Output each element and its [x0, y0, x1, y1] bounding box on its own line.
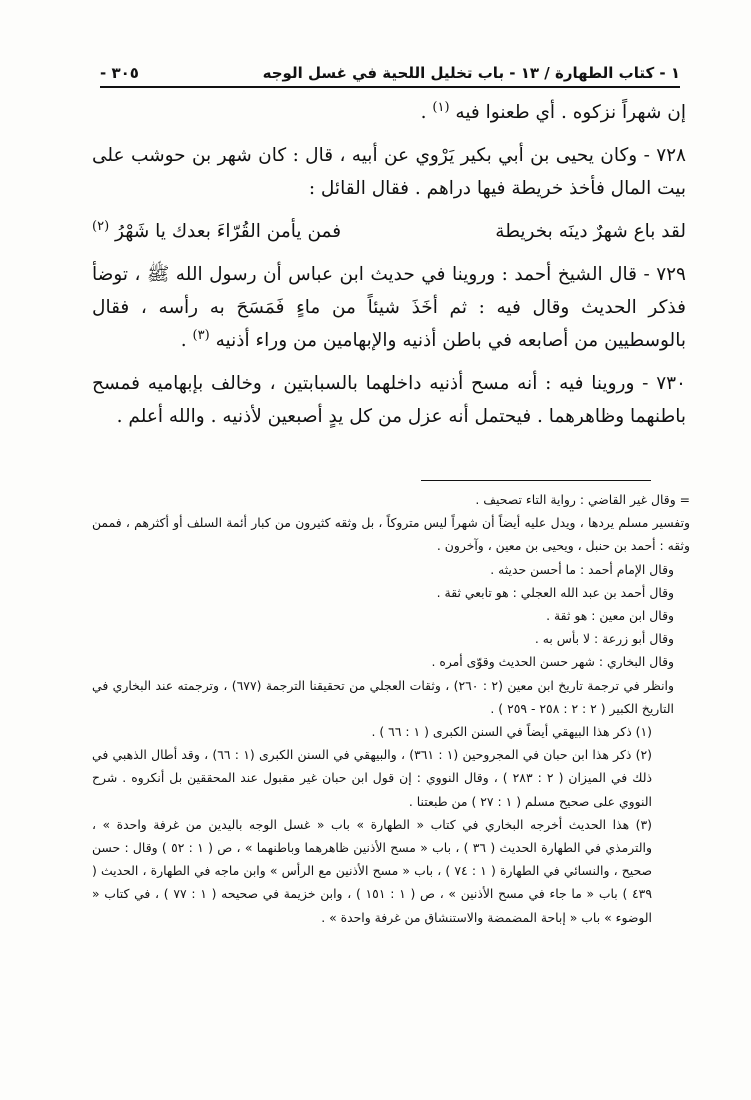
- footnote-line: وقال ابن معين : هو ثقة .: [546, 608, 674, 624]
- intro-line: إن شهراً نزكوه . أي طعنوا فيه $^{(١)}$ .: [420, 99, 686, 123]
- verse-first-hemistich: لقد باع شهرٌ دينَه بخريطة: [495, 221, 686, 242]
- footnote-divider: [421, 480, 651, 481]
- footnote-ref-3: (٣): [192, 327, 210, 343]
- footnote-ref-2: (٢): [92, 218, 110, 234]
- chapter-title: ١ - كتاب الطهارة / ١٣ - باب تخليل اللحية في غسل الوجه: [262, 64, 680, 82]
- paragraph-728: ٧٢٨ - وكان يحيى بن أبي بكير يَرْوي عن أبيه ، قال : كان شهر بن حوشب على بيت المال فأخذ خريطة فيها دراهم . فقال القائل :: [92, 145, 686, 199]
- footnote-line: وقال الإمام أحمد : ما أحسن حديثه .: [490, 561, 674, 577]
- footnote-line: وقال البخاري : شهر حسن الحديث وقوّى أمره .: [431, 654, 674, 670]
- main-text: [92, 96, 686, 443]
- footnote-line: = وقال غير القاضي : رواية التاء تصحيف .: [475, 492, 690, 507]
- footnote-line: وقال أحمد بن عبد الله العجلي : هو تابعي ثقة .: [436, 584, 674, 600]
- footnote-3: (٣) هذا الحديث أخرجه البخاري في كتاب « الطهارة » باب « غسل الوجه باليدين من غرفة واحدة » ، والترمذي في الطهارة الحديث ( ٣٦ ) ، باب « مسح الأذنين ظاهرهما وباطنهما » ، ص ( ١ : ٥٢ ) وقال : حسن صحيح ، والنسائي في الطهارة ( ١ : ٧٤ ) ، باب « مسح الأذنين مع الرأس » وابن ماجه في الطهارة ، الحديث ( ٤٣٩ ) باب « ما جاء في مسح الأذنين » ، ص ( ١ : ١٥١ ) ، وابن خزيمة في صحيحه ( ١ : ٧٧ ) ، في كتاب « الوضوء » باب « إباحة المضمضة والاستنشاق من غرفة واحدة » .: [92, 816, 652, 925]
- page-number: - ٣٠٥: [100, 64, 139, 82]
- footnote-line: وانظر في ترجمة تاريخ ابن معين (٢ : ٢٦٠) ، وثقات العجلي من تحقيقنا الترجمة (٦٧٧) ، وترجمته عند البخاري في التاريخ الكبير ( ٢ : ٢ : ٢٥٨ - ٢٥٩ ) .: [92, 677, 674, 716]
- footnote-1: (١) ذكر هذا البيهقي أيضاً في السنن الكبرى ( ١ : ٦٦ ) .: [371, 724, 652, 740]
- footnote-line: وتفسير مسلم يردها ، ويدل عليه أيضاً أن شهراً ليس متروكاً ، بل وثقه كثيرون من كبار أئمة السلف أو أكثرهم ، فممن وثقه : أحمد بن حنبل ، ويحيى بن معين ، وآخرون .: [92, 515, 690, 554]
- footnote-line: وقال أبو زرعة : لا بأس به .: [534, 631, 674, 647]
- running-header: [100, 58, 680, 88]
- paragraph-729: ٧٢٩ - قال الشيخ أحمد : وروينا في حديث ابن عباس أن رسول الله ﷺ ، توضأ فذكر الحديث وقال فيه : ثم أخَذَ شيئاً من ماءٍ فَمَسَحَ به رأسه ، فقال بالوسطيين من أصابعه في باطن أذنيه والإبهامين من وراء أذنيه $^{(٣)}$ .: [92, 264, 686, 351]
- footnote-ref-1: (١): [432, 99, 450, 115]
- footnote-2: (٢) ذكر هذا ابن حبان في المجروحين (١ : ٣٦١) ، والبيهقي في السنن الكبرى (١ : ٦٦) ، وقد أطال الذهبي في ذلك في الميزان ( ٢ : ٢٨٣ ) ، وقال النووي : إن قول ابن حبان غير مقبول عند المحققين بل أنكروه . شرح النووي على صحيح مسلم ( ١ : ٢٧ ) من طبعتنا .: [92, 747, 653, 809]
- paragraph-730: ٧٣٠ - وروينا فيه : أنه مسح أذنيه داخلهما بالسبابتين ، وخالف بإبهاميه فمسح باطنهما وظاهرهما . فيحتمل أنه عزل من كل يدٍ أصبعين لأذنيه . والله أعلم .: [92, 373, 686, 427]
- intro-text: إن شهراً نزكوه . أي طعنوا فيه: [455, 102, 686, 123]
- paragraph-729-text: ٧٢٩ - قال الشيخ أحمد : وروينا في حديث ابن عباس أن رسول الله ﷺ ، توضأ فذكر الحديث وقال فيه : ثم أخَذَ شيئاً من ماءٍ فَمَسَحَ به رأسه ، فقال بالوسطيين من أصابعه في باطن أذنيه والإبهامين من وراء أذنيه: [92, 264, 686, 351]
- footnotes: [92, 488, 690, 929]
- poetry-verse: [92, 215, 686, 248]
- verse-second-hemistich: فمن يأمن القُرّاءَ بعدك يا شَهْرُ: [115, 221, 342, 242]
